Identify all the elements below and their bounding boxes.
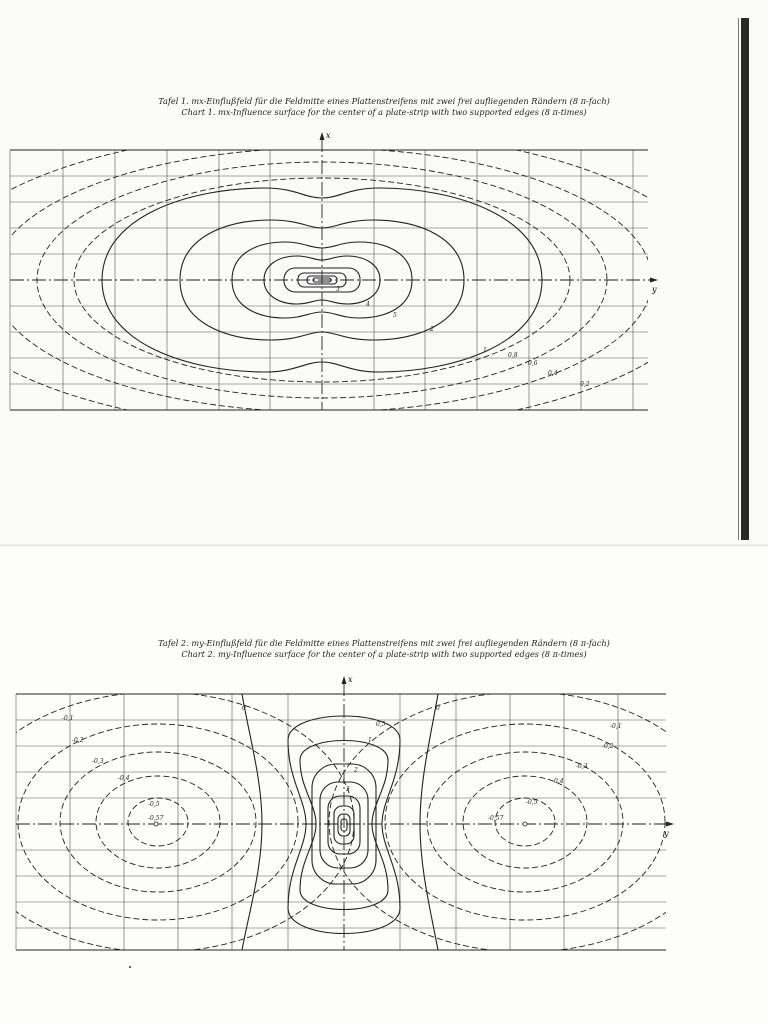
chart1-x-arrow: [320, 132, 325, 140]
chart2-label-right-0-57: -0,57: [488, 815, 504, 822]
chart2-label-right-0-5: -0,5: [526, 799, 538, 806]
chart2-label-center-3: 3: [346, 786, 350, 793]
chart2-y-axis-label: y: [664, 829, 669, 838]
chart2-title-de: Tafel 2. my-Einflußfeld für die Feldmitte eines Plattenstreifens mit zwei frei aufliegenden Rändern (8 π-fach): [158, 638, 610, 648]
chart2-label-zero-left: 0: [242, 705, 246, 712]
chart1-y-arrow: [650, 278, 658, 283]
chart2-label-left-0-4: -0,4: [118, 775, 130, 782]
chart2-label-left-0-2: -0,2: [72, 737, 84, 744]
chart1-y-axis-label: y: [652, 285, 657, 294]
chart1-label-5: 5: [393, 312, 397, 319]
chart2-y-arrow: [666, 822, 674, 827]
chart2-influence-surface: [0, 670, 680, 960]
chart1-title-en: Chart 1. mx-Influence surface for the center of a plate-strip with two supported edges (8 π-times): [181, 107, 587, 117]
chart2-label-right-0-1: -0,1: [610, 723, 622, 730]
chart1-label-3: 3: [336, 286, 340, 293]
chart2-label-zero-right: 0: [436, 705, 440, 712]
chart1-caption: [0, 96, 768, 118]
chart2-label-left-0-1: -0,1: [62, 715, 74, 722]
chart1-label-2: 2: [430, 326, 434, 333]
chart2-label-center-1: 1: [368, 737, 372, 744]
chart2-caption: [0, 638, 768, 660]
chart2-label-left-0-5: -0,5: [148, 801, 160, 808]
chart2-left-contour-0-1: [0, 692, 354, 952]
chart2-zero-contour-left: [242, 694, 262, 950]
chart2-right-minimum-marker: [523, 822, 527, 826]
chart1-title-de: Tafel 1. mx-Einflußfeld für die Feldmitte eines Plattenstreifens mit zwei frei aufliegenden Rändern (8 π-fach): [158, 96, 610, 106]
chart1-label-0-8: 0,8: [508, 352, 518, 359]
chart1-x-axis-label: x: [326, 131, 331, 140]
chart1-label-0-6: 0,6: [528, 360, 538, 367]
chart2-label-right-0-2: -0,2: [602, 743, 614, 750]
chart1-influence-surface: [0, 128, 670, 418]
chart2-title-en: Chart 2. my-Influence surface for the center of a plate-strip with two supported edges (8 π-times): [181, 649, 587, 659]
chart1-label-4: 4: [366, 301, 370, 308]
chart2-label-left-0-57: -0,57: [148, 815, 164, 822]
chart2-x-axis-label: x: [348, 675, 353, 684]
page-fold: [0, 544, 768, 547]
chart1-contour-0-2: [0, 130, 670, 418]
chart2-label-center-0-5: 0,5: [376, 721, 386, 728]
chart1-label-0-2: 0,2: [580, 381, 590, 388]
chart2-zero-contour-right: [420, 694, 438, 950]
chart2-label-left-0-3: -0,3: [92, 758, 104, 765]
chart2-left-contour-0-3: [60, 752, 256, 892]
chart2-left-contour-0-4: [96, 776, 220, 868]
chart2-left-minimum-marker: [154, 822, 158, 826]
chart2-x-arrow: [342, 676, 347, 684]
chart1-label-1: 1: [483, 347, 487, 354]
chart2-label-center-2: 2: [354, 767, 358, 774]
chart2-label-right-0-4: -0,4: [552, 778, 564, 785]
chart1-label-0-4: 0,4: [548, 370, 558, 377]
chart2-label-right-0-3: -0,3: [576, 763, 588, 770]
stray-mark: [129, 966, 131, 968]
